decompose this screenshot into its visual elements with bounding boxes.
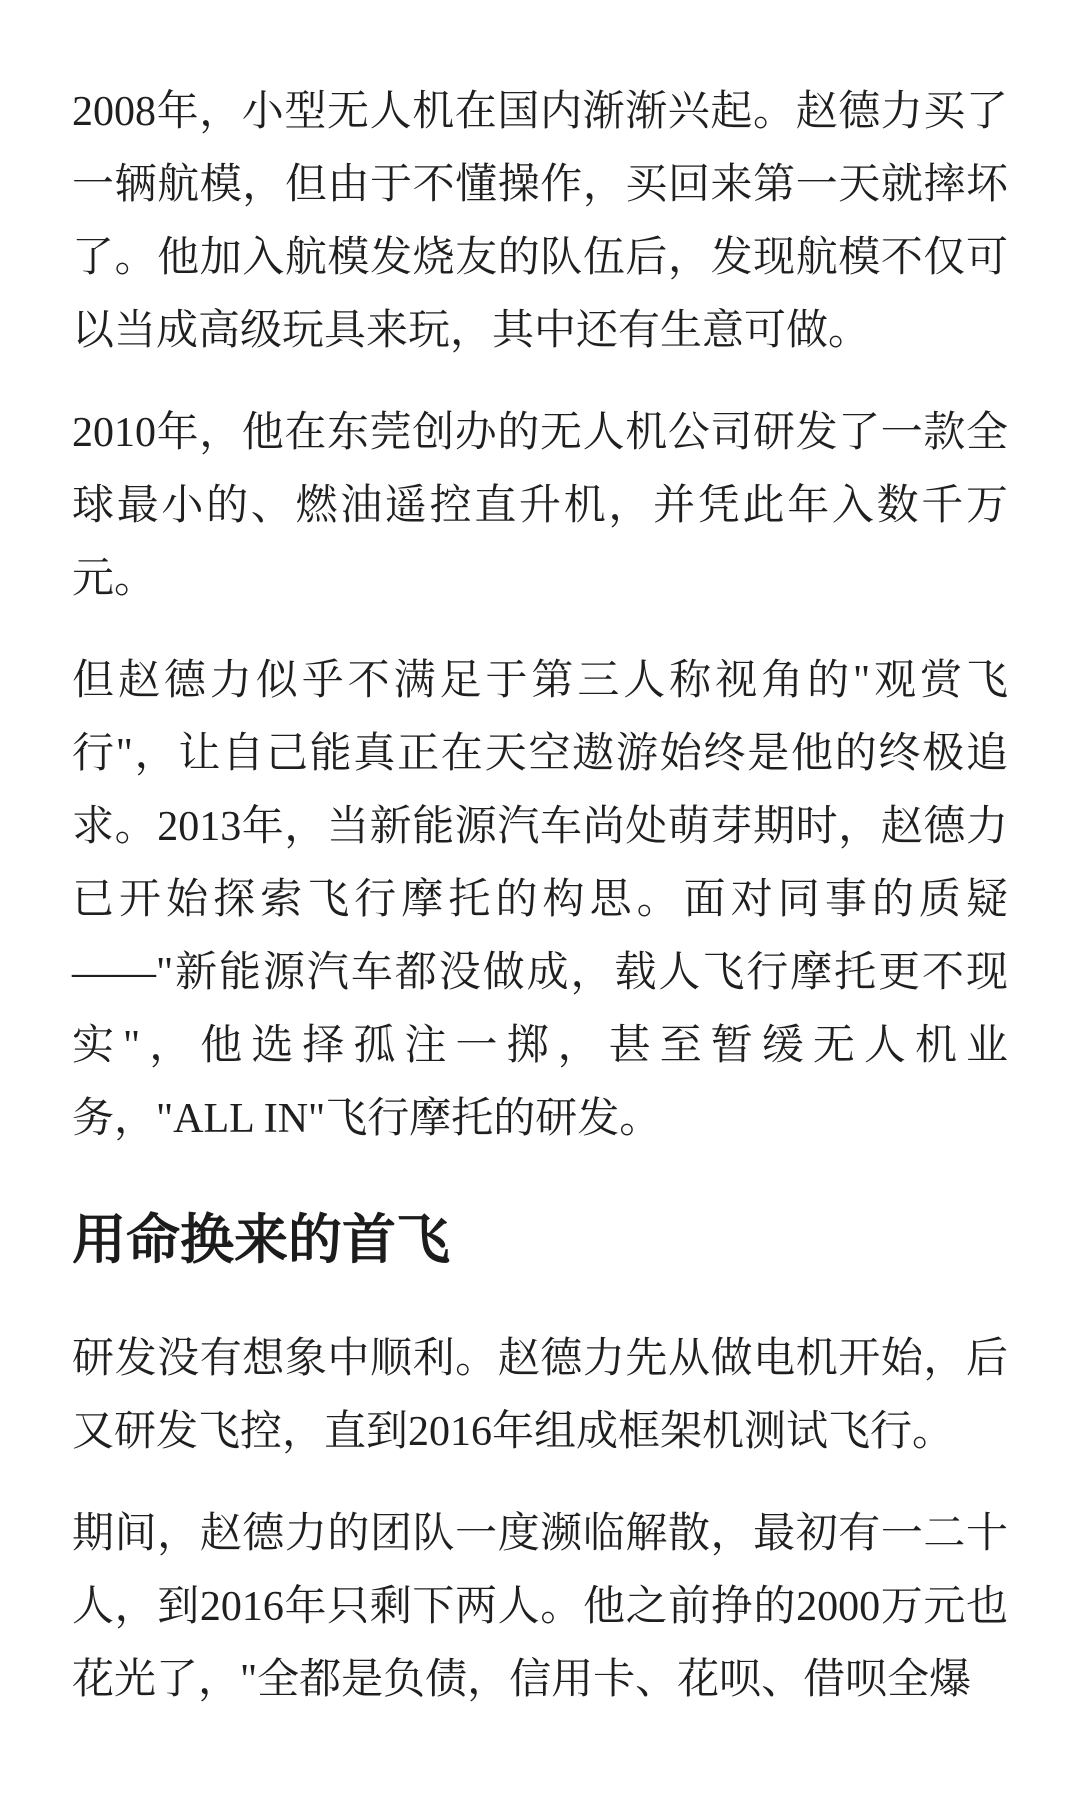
article-paragraph-4: 研发没有想象中顺利。赵德力先从做电机开始，后又研发飞控，直到2016年组成框架机测试飞行。 (72, 1336, 1008, 1455)
article-paragraph-1: 2008年，小型无人机在国内渐渐兴起。赵德力买了一辆航模，但由于不懂操作，买回来第一天就摔坏了。他加入航模发烧友的队伍后，发现航模不仅可以当成高级玩具来玩，其中还有生意可做。 (72, 89, 1008, 354)
article-paragraph-2: 2010年，他在东莞创办的无人机公司研发了一款全球最小的、燃油遥控直升机，并凭此年入数千万元。 (72, 410, 1008, 602)
article-paragraph-3: 但赵德力似乎不满足于第三人称视角的"观赏飞行"，让自己能真正在天空遨游始终是他的终极追求。2013年，当新能源汽车尚处萌芽期时，赵德力已开始探索飞行摩托的构思。面对同事的质疑——"新能源汽车都没做成，载人飞行摩托更不现实"，他选择孤注一掷，甚至暂缓无人机业务，"ALL IN"飞行摩托的研发。 (72, 658, 1008, 1142)
section-heading: 用命换来的首飞 (72, 1210, 450, 1270)
article-paragraph-5: 期间，赵德力的团队一度濒临解散，最初有一二十人，到2016年只剩下两人。他之前挣的2000万元也花光了，"全都是负债，信用卡、花呗、借呗全爆 (72, 1511, 1008, 1703)
